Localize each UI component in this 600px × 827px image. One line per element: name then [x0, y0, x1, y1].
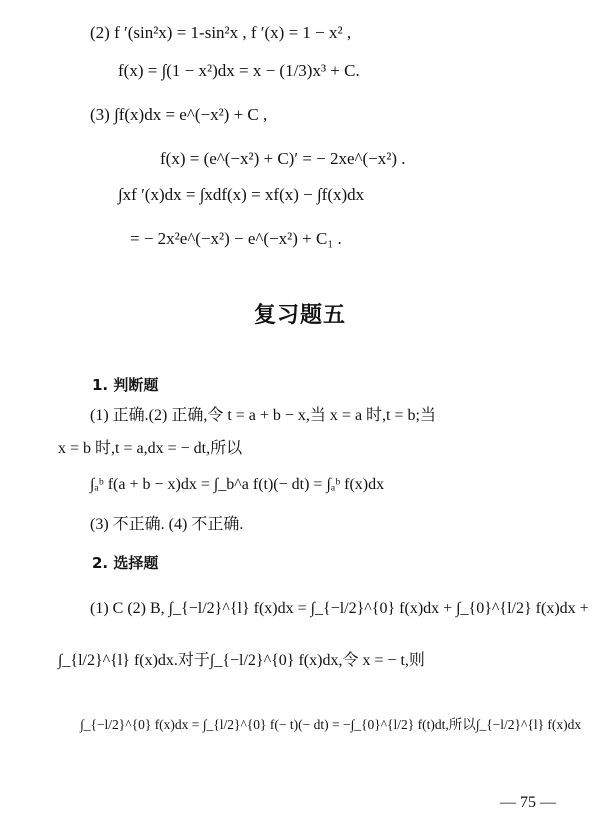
- text-line: (3) 不正确. (4) 不正确.: [90, 516, 244, 533]
- text-line: f(x) = (e^(−x²) + C)′ = − 2xe^(−x²) .: [160, 149, 406, 168]
- text-line: (2) f ′(sin²x) = 1-sin²x , f ′(x) = 1 − x² ,: [90, 23, 352, 42]
- page-title: 复习题五: [253, 303, 346, 328]
- text-line: x = b 时,t = a,dx = − dt,所以: [58, 440, 243, 457]
- text-line: ∫_{−l/2}^{0} f(x)dx = ∫_{l/2}^{0} f(− t)(− dt) = −∫_{0}^{l/2} f(t)dt,所以∫_{−l/2}^{l} f(x)dx: [80, 717, 582, 732]
- text-line: ∫ₐᵇ f(a + b − x)dx = ∫_b^a f(t)(− dt) = ∫ₐᵇ f(x)dx: [90, 476, 385, 493]
- text-line: (1) C (2) B, ∫_{−l/2}^{l} f(x)dx = ∫_{−l/2}^{0} f(x)dx + ∫_{0}^{l/2} f(x)dx +: [90, 600, 589, 617]
- text-line: (1) 正确.(2) 正确,令 t = a + b − x,当 x = a 时,t = b;当: [90, 407, 436, 424]
- text-line: (3) ∫f(x)dx = e^(−x²) + C ,: [90, 105, 268, 124]
- section-heading: 1. 判断题: [92, 376, 159, 394]
- page-number: — 75 —: [500, 794, 556, 811]
- text-line: f(x) = ∫(1 − x²)dx = x − (1/3)x³ + C.: [118, 61, 360, 80]
- text-line: ∫_{l/2}^{l} f(x)dx.对于∫_{−l/2}^{0} f(x)dx,令 x = − t,则: [58, 652, 425, 669]
- text-line: ∫xf ′(x)dx = ∫xdf(x) = xf(x) − ∫f(x)dx: [118, 185, 365, 204]
- section-heading: 2. 选择题: [92, 554, 159, 572]
- text-line: = − 2x²e^(−x²) − e^(−x²) + C₁ .: [130, 229, 342, 248]
